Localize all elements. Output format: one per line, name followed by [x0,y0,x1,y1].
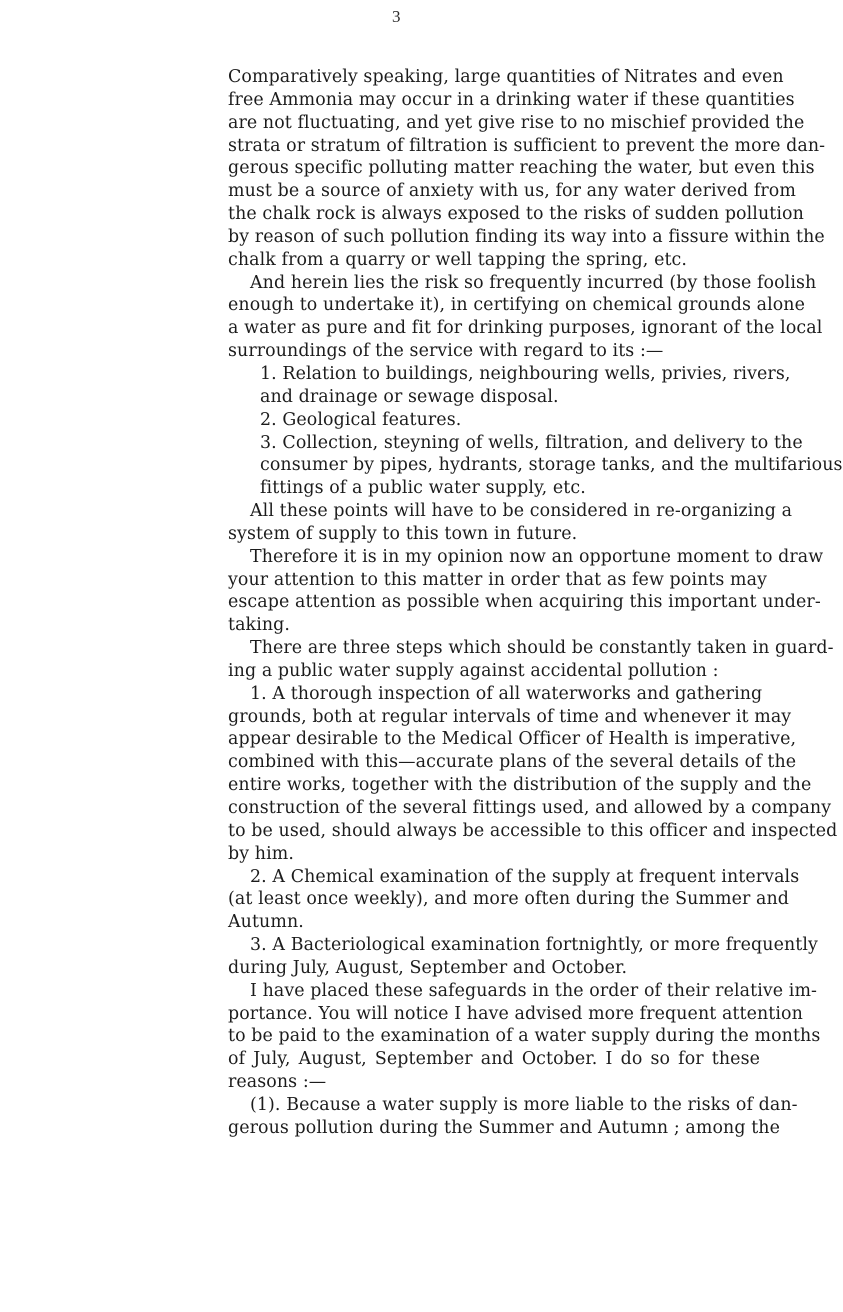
text-line: to be used, should always be accessible to this officer and inspected [228,820,838,841]
text-line: (1). Because a water supply is more liable to the risks of dan- [250,1094,798,1115]
text-line: portance. You will notice I have advised more frequent attention [228,1003,803,1024]
text-line: Autumn. [228,912,304,933]
text-line: 2. A Chemical examination of the supply at frequent intervals [250,866,800,887]
text-line: construction of the several fittings used, and allowed by a company [228,798,832,818]
text-line: the chalk rock is always exposed to the risks of sudden pollution [228,204,804,225]
text-line: gerous specific polluting matter reaching the water, but even this [228,158,815,179]
text-line: taking. [228,615,291,636]
text-line: ing a public water supply against accidental pollution : [228,660,719,681]
text-line: and drainage or sewage disposal. [260,386,559,407]
text-line: escape attention as possible when acquiring this important under- [228,592,821,613]
text-line: gerous pollution during the Summer and Autumn ; among the [228,1117,780,1138]
text-line: 3. A Bacteriological examination fortnightly, or more frequently [250,935,818,956]
text-line: (at least once weekly), and more often during the Summer and [228,889,790,910]
text-line: appear desirable to the Medical Officer of Health is imperative, [228,729,797,750]
text-line: 1. A thorough inspection of all waterworks and gathering [250,683,763,704]
text-line: to be paid to the examination of a water supply during the months [228,1026,821,1047]
text-line: a water as pure and fit for drinking purposes, ignorant of the local [228,318,823,339]
text-line: enough to undertake it), in certifying on chemical grounds alone [228,295,805,316]
text-line: system of supply to this town in future. [228,523,578,544]
text-line: Therefore it is in my opinion now an opportune moment to draw [250,546,824,567]
text-line: reasons :— [228,1072,327,1093]
text-line: There are three steps which should be constantly taken in guard- [250,638,834,659]
body-text [228,66,843,1140]
text-line: 3. Collection, steyning of wells, filtration, and delivery to the [260,432,803,453]
text-line: by him. [228,843,294,864]
text-line: fittings of a public water supply, etc. [260,478,586,499]
text-line: of July, August, September and October. I do so for these [228,1049,760,1070]
text-line: combined with this—accurate plans of the several details of the [228,752,797,773]
text-line: chalk from a quarry or well tapping the spring, etc. [228,249,688,270]
text-line: surroundings of the service with regard to its :— [228,341,664,362]
text-line: 2. Geological features. [260,409,462,430]
page-number: 3 [392,7,401,26]
text-line: grounds, both at regular intervals of time and whenever it may [228,706,792,727]
text-line: consumer by pipes, hydrants, storage tanks, and the multifarious [260,455,843,476]
text-line: strata or stratum of filtration is sufficient to prevent the more dan- [228,135,826,156]
text-line: And herein lies the risk so frequently incurred (by those foolish [250,272,817,293]
text-line: are not fluctuating, and yet give rise to no mischief provided the [228,112,805,133]
text-line: All these points will have to be considered in re-organizing a [250,501,793,522]
text-line: by reason of such pollution finding its way into a fissure within the [228,226,825,247]
text-line: I have placed these safeguards in the order of their relative im- [250,980,818,1001]
text-line: Comparatively speaking, large quantities of Nitrates and even [228,67,784,87]
text-line: 1. Relation to buildings, neighbouring wells, privies, rivers, [260,363,791,384]
text-line: must be a source of anxiety with us, for any water derived from [228,181,796,202]
text-line: entire works, together with the distribution of the supply and the [228,775,812,796]
text-line: free Ammonia may occur in a drinking water if these quantities [228,89,795,110]
text-line: during July, August, September and October. [228,957,628,978]
text-line: your attention to this matter in order that as few points may [228,569,768,590]
